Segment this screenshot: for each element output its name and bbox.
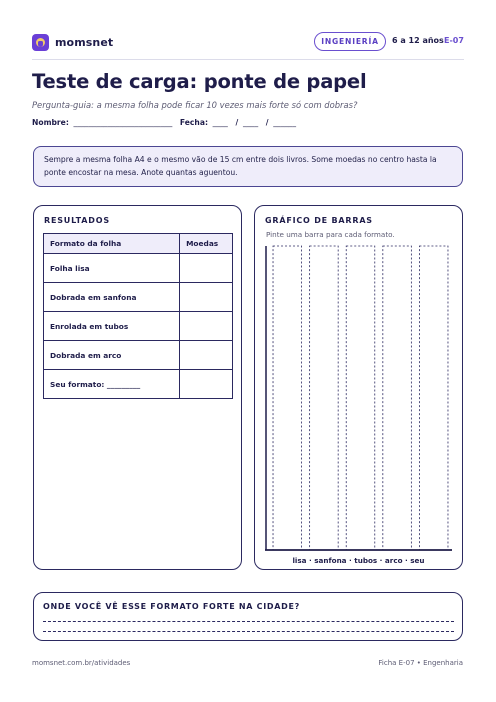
- row-label: Enrolada em tubos: [44, 312, 180, 341]
- bar-slot-tubos[interactable]: [346, 246, 375, 550]
- bar-chart-area: [265, 244, 452, 565]
- date-label: Fecha:: [179, 118, 208, 127]
- age-range: 6 a 12 años: [392, 36, 444, 45]
- student-fields: [32, 118, 301, 127]
- name-field[interactable]: __________________________: [73, 118, 173, 127]
- row-label: Seu formato: _________: [44, 370, 180, 399]
- coins-cell[interactable]: [180, 283, 233, 312]
- topic-badge: INGENIERÍA: [314, 32, 386, 51]
- date-month-field[interactable]: ____: [242, 118, 259, 127]
- row-label: Dobrada em arco: [44, 341, 180, 370]
- column-header-format: Formato da folha: [44, 234, 180, 254]
- bar-slot-seu[interactable]: [419, 246, 448, 550]
- bar-chart: [265, 244, 452, 552]
- brand-name: momsnet: [55, 35, 114, 49]
- logo: [32, 32, 113, 52]
- coins-cell[interactable]: [180, 312, 233, 341]
- header-divider: [32, 59, 464, 60]
- table-row: [44, 254, 233, 283]
- date-year-field[interactable]: ______: [273, 118, 296, 127]
- chart-hint: Pinte uma barra para cada formato.: [266, 230, 395, 239]
- footer-sheet-info: Ficha E-07 • Engenharia: [378, 659, 463, 667]
- table-row: [44, 312, 233, 341]
- coins-cell[interactable]: [180, 341, 233, 370]
- bar-slot-sanfona[interactable]: [310, 246, 339, 550]
- guiding-question: Pergunta-guia: a mesma folha pode ficar 10 vezes mais forte só com dobras?: [32, 100, 358, 110]
- date-day-field[interactable]: ____: [212, 118, 228, 127]
- date-separator: /: [235, 118, 239, 127]
- bar-slot-arco[interactable]: [383, 246, 412, 550]
- column-header-coins: Moedas: [180, 234, 233, 254]
- footer-url: momsnet.com.br/atividades: [32, 659, 131, 667]
- instructions-box: Sempre a mesma folha A4 e o mesmo vão de 15 cm entre dois livros. Some moedas no centro hasta la ponte encostar na mesa. Anote quantas aguentou.: [33, 146, 463, 187]
- page-title: Teste de carga: ponte de papel: [32, 70, 367, 93]
- city-question: ONDE VOCÊ VÊ ESSE FORMATO FORTE NA CIDADE?: [43, 602, 300, 611]
- name-label: Nombre:: [32, 118, 69, 127]
- chart-title: GRÁFICO DE BARRAS: [265, 216, 373, 225]
- page-header: [32, 31, 464, 53]
- table-row: [44, 341, 233, 370]
- results-panel: [33, 205, 242, 570]
- momsnet-logo-icon: [32, 34, 49, 51]
- table-row: [44, 283, 233, 312]
- date-separator: /: [265, 118, 269, 127]
- row-label: Folha lisa: [44, 254, 180, 283]
- answer-line[interactable]: [43, 621, 454, 622]
- answer-line[interactable]: [43, 631, 454, 632]
- results-table: [43, 233, 233, 399]
- table-row: [44, 370, 233, 399]
- chart-panel: [254, 205, 463, 570]
- coins-cell[interactable]: [180, 254, 233, 283]
- table-header-row: [44, 234, 233, 254]
- chart-category-labels: lisa · sanfona · tubos · arco · seu: [292, 556, 425, 565]
- sheet-code: E-07: [444, 36, 464, 45]
- coins-cell[interactable]: [180, 370, 233, 399]
- city-question-panel: [33, 592, 463, 641]
- row-label: Dobrada em sanfona: [44, 283, 180, 312]
- bar-slot-lisa[interactable]: [273, 246, 302, 550]
- results-title: RESULTADOS: [44, 216, 110, 225]
